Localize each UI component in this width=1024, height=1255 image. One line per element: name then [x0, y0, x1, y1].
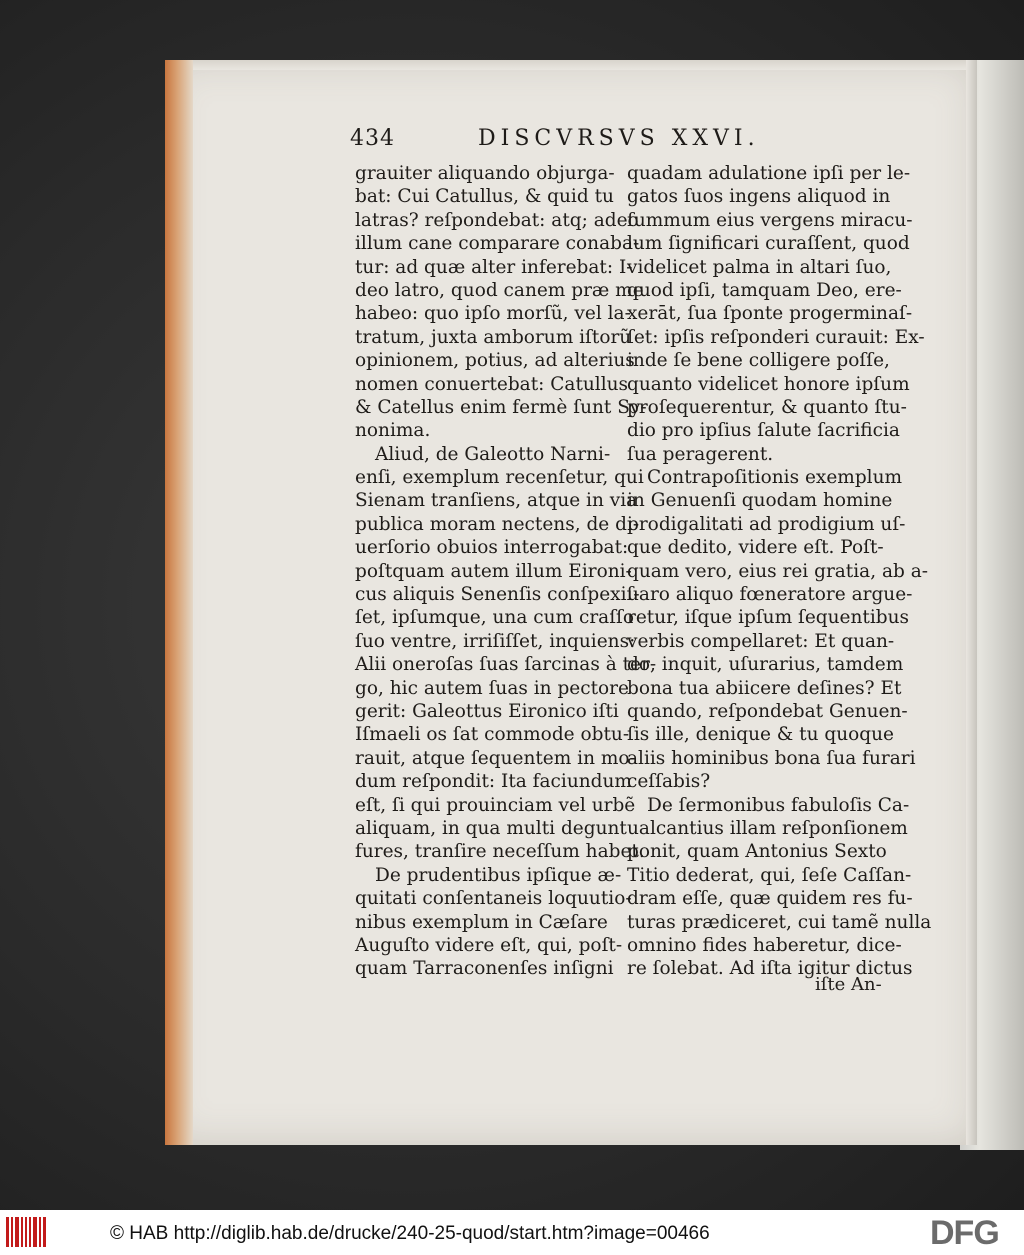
text-line [627, 162, 911, 185]
text-line-content: videlicet palma in altari ſuo, [627, 256, 892, 278]
text-column-left [355, 162, 657, 981]
text-line-content: quam vero, eius rei gratia, ab a- [627, 560, 928, 582]
text-line-content: aliquam, in qua multi degunt [355, 817, 627, 839]
text-column-right [627, 162, 932, 981]
text-line [627, 443, 889, 466]
text-line-content: aliis hominibus bona ſua furari [627, 747, 916, 769]
text-line [355, 279, 644, 302]
text-line-content: illum cane comparare conaba- [355, 233, 640, 255]
text-line [627, 536, 889, 559]
text-line-content: ſummum eius vergens miracu- [627, 209, 913, 231]
text-line-content: deo latro, quod canem præ me [355, 279, 644, 301]
text-line-content: Titio dederat, qui, ſeſe Caſſan- [627, 864, 912, 886]
text-line-content: cus aliquis Senenſis conſpexiſ- [355, 584, 640, 606]
text-line [355, 583, 640, 606]
text-line [355, 256, 640, 279]
text-line [627, 419, 900, 442]
text-line-content: enſi, exemplum recenſetur, qui [355, 467, 644, 489]
text-line [627, 560, 928, 583]
text-line [355, 934, 640, 957]
text-line-content: De prudentibus ipſique æ- [375, 864, 622, 886]
text-line-content: xerāt, ſua ſponte progerminaſ- [627, 303, 913, 325]
text-line-content: publica moram nectens, de di- [355, 513, 640, 535]
text-line [627, 232, 910, 255]
text-line [627, 934, 902, 957]
text-line [627, 794, 910, 817]
text-line [355, 373, 640, 396]
text-line-content: Iſmaeli os ſat commode obtu- [355, 724, 630, 746]
text-line [355, 700, 640, 723]
text-line-content: tratum, juxta amborum iſtorũ [355, 326, 632, 348]
text-line [355, 957, 640, 980]
text-line-content: dum reſpondit: Ita faciundum [355, 771, 632, 793]
text-line-content: gerit: Galeottus Eironico iſti [355, 700, 619, 722]
text-line [627, 373, 910, 396]
text-line [355, 653, 657, 676]
text-line-content: De ſermonibus fabuloſis Ca- [647, 794, 910, 816]
text-line [355, 770, 640, 793]
text-line [627, 185, 889, 208]
text-line-content: rauit, atque ſequentem in mo- [355, 747, 636, 769]
text-line-content: que dedito, videre eſt. Poſt- [627, 537, 884, 559]
text-line-content: bat: Cui Catullus, & quid tu [355, 186, 614, 208]
text-line [355, 302, 640, 325]
text-line-content: tur: ad quæ alter inferebat: I- [355, 256, 633, 278]
text-line [355, 326, 640, 349]
text-line-content: inde ſe bene colligere poſſe, [627, 350, 890, 372]
text-line-content: eſt, ſi qui prouinciam vel urbẽ [355, 794, 636, 816]
text-line-content: proſequerentur, & quanto ſtu- [627, 396, 907, 418]
text-line-content: go, hic autem ſuas in pectore [355, 677, 629, 699]
text-line [627, 583, 913, 606]
text-line-content: grauiter aliquando objurga- [355, 163, 615, 184]
text-line-content: dio pro ipſius ſalute ſacrificia [627, 420, 900, 442]
text-line [627, 326, 925, 349]
text-line [355, 817, 640, 840]
text-line [355, 840, 645, 863]
text-line [627, 209, 913, 232]
text-line [627, 677, 902, 700]
text-line [627, 887, 913, 910]
text-line-content: retur, iſque ipſum ſequentibus [627, 607, 910, 629]
text-line [627, 466, 903, 489]
text-line [355, 489, 640, 512]
dfg-logo: DFG [930, 1214, 999, 1252]
text-line-content: nibus exemplum in Cæſare [355, 911, 608, 933]
text-line-content: re ſolebat. Ad iſta igitur dictus [627, 958, 913, 980]
text-line [627, 770, 889, 793]
text-line [355, 606, 640, 629]
copyright-url[interactable]: © HAB http://diglib.hab.de/drucke/240-25-quod/start.htm?image=00466 [110, 1223, 710, 1244]
text-line-content: ſet, ipſumque, una cum craſſo [355, 607, 635, 629]
text-line-content: lum ſignificari curaſſent, quod [627, 233, 910, 255]
catchword: iſte An- [815, 974, 882, 995]
text-line-content: ponit, quam Antonius Sexto [627, 841, 887, 863]
text-line [627, 747, 916, 770]
text-line [627, 256, 892, 279]
text-line-content: Contrapoſitionis exemplum [647, 467, 903, 489]
text-line [627, 864, 912, 887]
text-line [627, 489, 893, 512]
text-line [355, 349, 640, 372]
text-line-content: bona tua abiicere deſines? Et [627, 677, 902, 699]
text-line-content: quando, reſpondebat Genuen- [627, 700, 908, 722]
text-line-content: ceſſabis? [627, 771, 711, 793]
text-line [355, 162, 640, 185]
text-line-content: in Genuenſi quodam homine [627, 490, 893, 512]
text-line-content: & Catellus enim fermè ſunt Sy- [355, 396, 647, 418]
text-line-content: omnino fides haberetur, dice- [627, 934, 902, 956]
text-line [355, 887, 640, 910]
text-line [355, 794, 640, 817]
text-line-content: ſua peragerent. [627, 443, 774, 465]
text-line [627, 302, 913, 325]
text-line-content: gatos ſuos ingens aliquod in [627, 186, 891, 208]
text-line [355, 747, 640, 770]
text-line-content: verbis compellaret: Et quan- [627, 630, 895, 652]
text-line-content: do, inquit, uſurarius, tamdem [627, 654, 904, 676]
text-line [627, 700, 908, 723]
text-line-content: quam Tarraconenſes inſigni [355, 958, 614, 980]
text-line [627, 840, 889, 863]
text-line [355, 911, 640, 934]
text-line-content: quanto videlicet honore ipſum [627, 373, 910, 395]
text-line [355, 419, 640, 442]
text-line-content: ſuo ventre, irriſiſſet, inquiens: [355, 630, 636, 652]
text-line-content: latras? reſpondebat: atq; adeo [355, 209, 639, 231]
text-line [627, 630, 895, 653]
text-line [355, 677, 640, 700]
text-line [355, 466, 644, 489]
text-line-content: Sienam tranſiens, atque in via [355, 490, 638, 512]
text-line-content: quadam adulatione ipſi per le- [627, 163, 911, 184]
running-head [350, 126, 890, 158]
page-edge-left [165, 60, 193, 1145]
page-number: 434 [350, 126, 395, 151]
text-line [355, 536, 640, 559]
text-line-content: habeo: quo ipſo morſũ, vel la- [355, 303, 631, 325]
text-line-content: ſis ille, denique & tu quoque [627, 724, 894, 746]
text-line-content: Aliud, de Galeotto Narni- [375, 443, 611, 465]
text-line [627, 723, 894, 746]
text-line-content: Alii oneroſas ſuas ſarcinas à ter- [355, 654, 657, 676]
text-line [355, 630, 640, 653]
text-line [355, 396, 647, 419]
text-line [355, 513, 640, 536]
text-line-content: quitati conſentaneis loquutio- [355, 888, 632, 910]
chapter-title: DISCVRSVS XXVI. [478, 126, 760, 151]
page-edge-top [193, 60, 977, 70]
text-line-content: uerſorio obuios interrogabat: [355, 537, 629, 559]
text-line [627, 606, 910, 629]
text-line-content: turas prædiceret, cui tamẽ nulla [627, 911, 932, 933]
page-gutter [966, 60, 977, 1145]
text-line-content: nomen conuertebat: Catullus [355, 373, 629, 395]
text-line-content: opinionem, potius, ad alterius [355, 350, 635, 372]
text-line-content: ſet: ipſis reſponderi curauit: Ex- [627, 326, 925, 348]
text-line [627, 279, 902, 302]
text-line-content: fures, tranſire neceſſum habet. [355, 841, 645, 863]
text-line [355, 560, 640, 583]
text-line [355, 232, 640, 255]
text-line [627, 817, 908, 840]
text-line-content: uaro aliquo fœneratore argue- [627, 584, 913, 606]
text-line [627, 911, 932, 934]
barcode-icon [6, 1217, 46, 1247]
text-line [627, 396, 907, 419]
text-line [355, 864, 640, 887]
text-line-content: dram eſſe, quæ quidem res fu- [627, 888, 913, 910]
text-line-content: poſtquam autem illum Eironi- [355, 560, 632, 582]
text-line [355, 723, 640, 746]
text-line-content: prodigalitati ad prodigium uſ- [627, 513, 906, 535]
text-line [355, 209, 640, 232]
text-line [627, 513, 906, 536]
text-line-content: Auguſto videre eſt, qui, poſt- [355, 934, 623, 956]
text-line-content: ualcantius illam reſponſionem [627, 817, 908, 839]
text-line [355, 443, 640, 466]
text-line-content: quod ipſi, tamquam Deo, ere- [627, 279, 902, 301]
text-line-content: nonima. [355, 420, 431, 442]
text-line [355, 185, 640, 208]
text-line [627, 349, 889, 372]
text-line [627, 653, 904, 676]
